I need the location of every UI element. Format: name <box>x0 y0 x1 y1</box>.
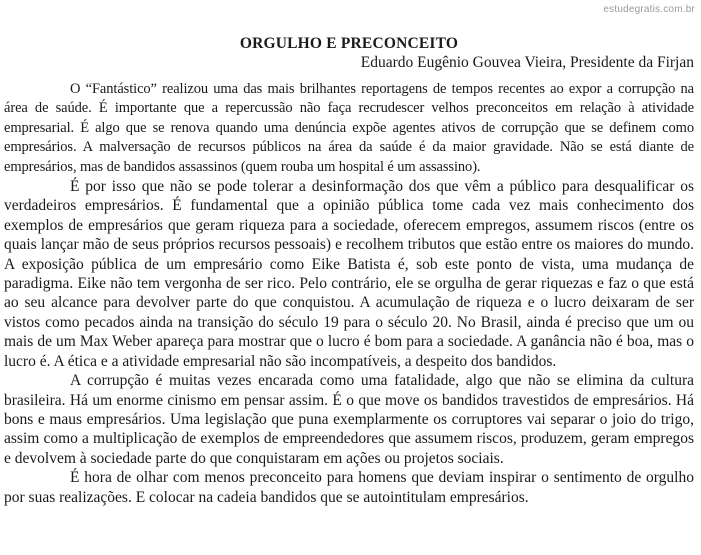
article <box>4 34 694 507</box>
article-paragraph-1: O “Fantástico” realizou uma das mais brilhantes reportagens de tempos recentes ao expor a corrupção na área de saúde. É importante que a repercussão não faça recrudescer velhos preconceitos em relação à atividade empresarial. É algo que se renova quando uma denúncia expõe agentes ativos de corrupção que se definem como empresários. A malversação de recursos públicos na área da saúde é da maior gravidade. Não se está diante de empresários, mas de bandidos assassinos (quem rouba um hospital é um assassino). <box>4 81 694 175</box>
article-title: ORGULHO E PRECONCEITO <box>239 35 459 52</box>
article-author: Eduardo Eugênio Gouvea Vieira, Presidente da Firjan <box>360 54 694 71</box>
article-paragraph-4: É hora de olhar com menos preconceito para homens que deviam inspirar o sentimento de orgulho por suas realizações. E colocar na cadeia bandidos que se autointitulam empresários. <box>4 469 694 506</box>
article-paragraph-3: A corrupção é muitas vezes encarada como uma fatalidade, algo que não se elimina da cultura brasileira. Há um enorme cinismo em pensar assim. É o que move os bandidos travestidos de empresários. Há bons e maus empresários. Uma legislação que puna exemplarmente os corruptores vai separar o joio do trigo, assim como a multiplicação de exemplos de empreendedores que assumem riscos, produzem, geram empregos e devolvem à sociedade parte do que conquistaram em ações ou projetos sociais. <box>4 372 694 467</box>
site-watermark: estudegratis.com.br <box>603 4 695 15</box>
article-paragraph-2: É por isso que não se pode tolerar a desinformação dos que vêm a público para desqualificar os verdadeiros empresários. É fundamental que a opinião pública tome cada vez mais conhecimento dos exemplos de empresários que geram riqueza para a sociedade, oferecem empregos, assumem riscos (entre os quais lançar mão de seus próprios recursos pessoais) e recolhem tributos que estão entre os maiores do mundo. A exposição pública de um empresário como Eike Batista é, sob este ponto de vista, uma mudança de paradigma. Eike não tem vergonha de ser rico. Pelo contrário, ele se orgulha de gerar riquezas e faz o que está ao seu alcance para devolver parte do que conquistou. A acumulação de riqueza e o lucro deixaram de ser vistos como pecados ainda na transição do século 19 para o século 20. No Brasil, ainda é preciso que um ou mais de um Max Weber apareça para mostrar que o lucro é bom para a sociedade. A ganância não é boa, mas o lucro é. A ética e a atividade empresarial não são incompatíveis, a despeito dos bandidos. <box>4 178 694 370</box>
